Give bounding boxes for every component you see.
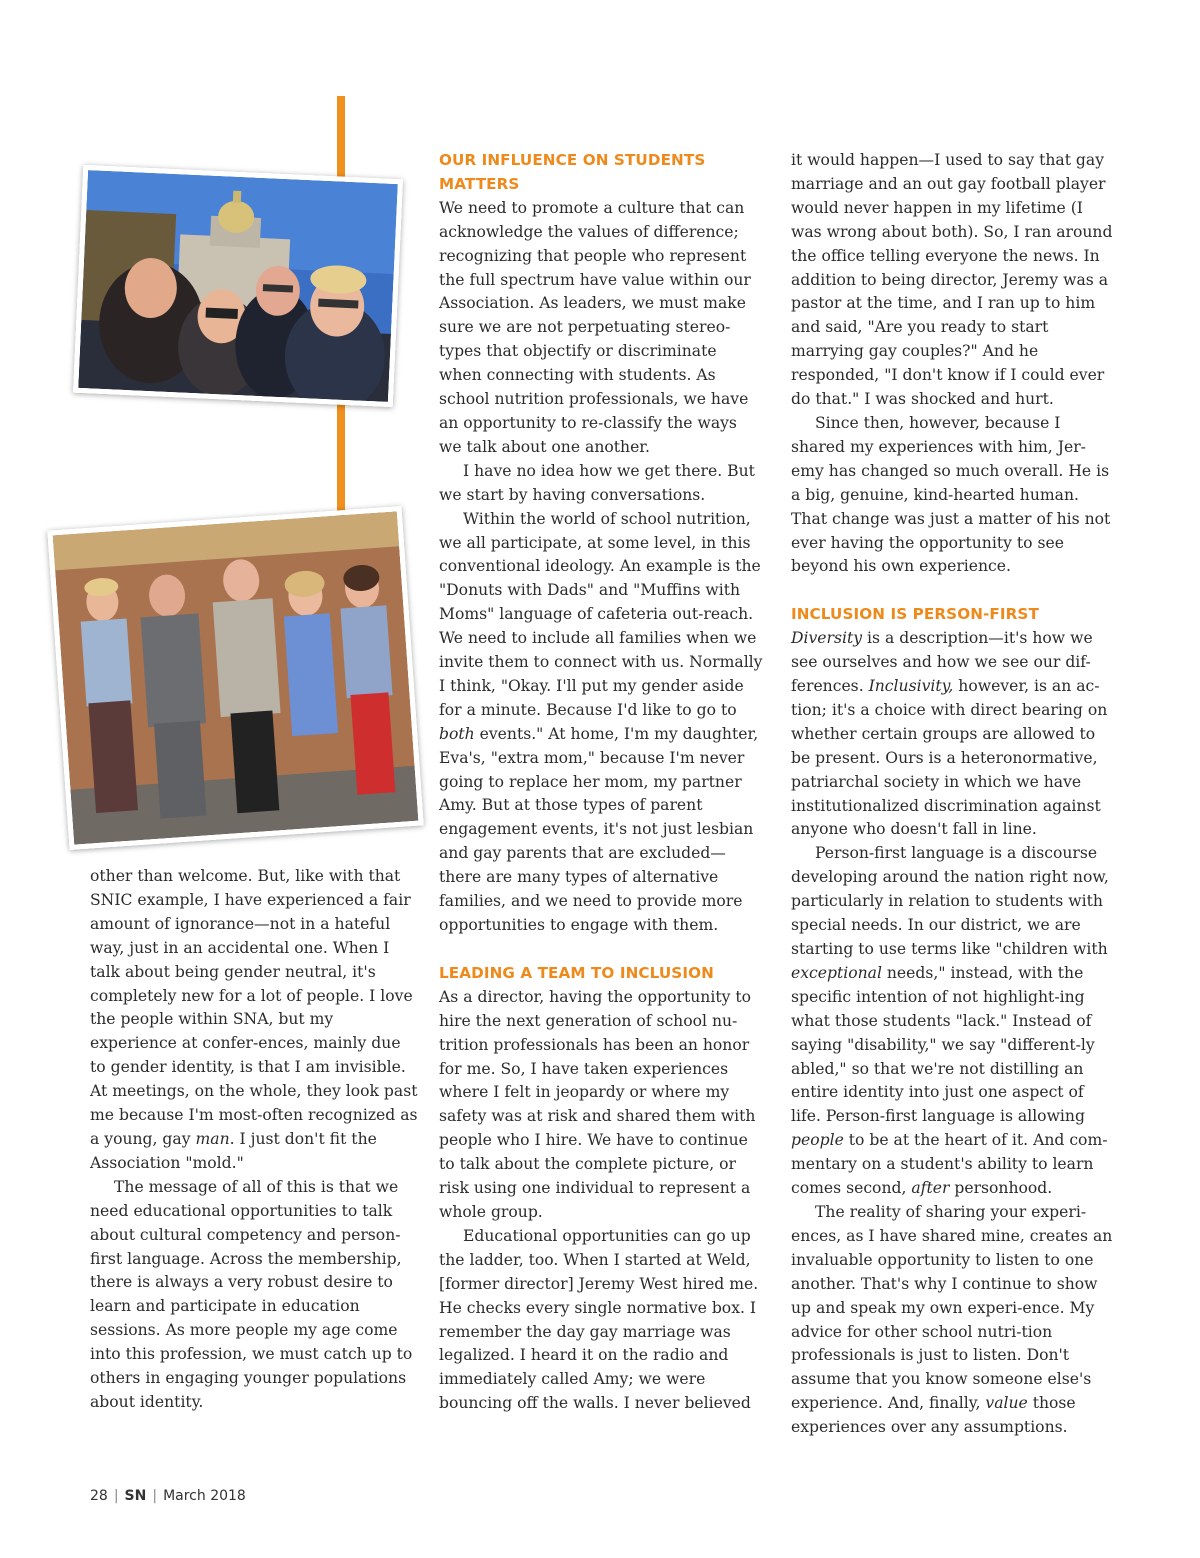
section-heading: INCLUSION IS PERSON-FIRST bbox=[791, 605, 1039, 624]
issue-date: March 2018 bbox=[163, 1488, 246, 1504]
column-1 bbox=[90, 865, 420, 1415]
paragraph: We need to promote a culture that can acknowledge the values of difference; recognizing that people who represent the full spectrum have value within our Association. As leaders, we must make sure we are not perpetuating stereo-types that objectify or discriminate when connecting with students. As school nutrition professionals, we have an opportunity to re-classify the ways we talk about one another. bbox=[439, 198, 751, 456]
page-number: 28 bbox=[90, 1488, 108, 1504]
magazine-name: SN bbox=[124, 1488, 147, 1504]
paragraph: other than welcome. But, like with that SNIC example, I have experienced a fair amount of ignorance—not in a hateful way, just in an accidental one. When I talk about being gender neutral, it's completely new for a lot of people. I love the people within SNA, but my experience at confer-ences, mainly due to gender identity, is that I am invisible. At meetings, on the whole, they look past me because I'm most-often recognized as a young, gay man. I just don't fit the Association "mold." bbox=[90, 867, 418, 1172]
column-3 bbox=[791, 149, 1116, 1440]
paragraph: Within the world of school nutrition, we all participate, at some level, in this conventional ideology. An example is the "Donuts with Dads" and "Muffins with Moms" language of cafeteria out-reach. We need to include all families when we invite them to connect with us. Normally I think, "Okay. I'll put my gender aside for a minute. Because I'd like to go to both events." At home, I'm my daughter, Eva's, "extra mom," because I'm never going to replace her mom, my partner Amy. But at those types of parent engagement events, it's not just lesbian and gay parents that are excluded—there are many types of alternative families, and we need to provide more opportunities to engage with them. bbox=[439, 509, 763, 934]
paragraph: The message of all of this is that we need educational opportunities to talk about cultural competency and person-first language. Across the membership, there is always a very robust desire to learn and participate in education sessions. As more people my age come into this profession, we must catch up to others in engaging younger populations about identity. bbox=[90, 1177, 413, 1411]
paragraph: Person-first language is a discourse developing around the nation right now, particularly in relation to students with special needs. In our district, we are starting to use terms like "children with exceptional needs," instead, with the specific intention of not highlight-ing what those students "lack." Instead of saying "disability," we say "different-ly abled," so that we're not distilling an entire identity into just one aspect of life. Person-first language is allowing people to be at the heart of it. And com-mentary on a student's ability to learn comes second, after personhood. bbox=[791, 844, 1109, 1198]
group-selfie-photo bbox=[73, 165, 403, 407]
paragraph: Educational opportunities can go up the ladder, too. When I started at Weld, [former director] Jeremy West hired me. He checks every single normative box. I remember the day gay marriage was legalized. I heard it on the radio and immediately called Amy; we were bouncing off the walls. I never believed bbox=[439, 1226, 759, 1413]
paragraph: The reality of sharing your experi-ences, as I have shared mine, creates an invaluable opportunity to listen to one another. That's why I continue to show up and speak my own experi-ence. My advice for other school nutri-tion professionals is just to listen. Don't assume that you know someone else's experience. And, finally, value those experiences over any assumptions. bbox=[791, 1202, 1113, 1437]
paragraph: Diversity is a description—it's how we see ourselves and how we see our dif-ferences. Inclusivity, however, is an ac-tion; it's a choice with direct bearing on whether certain groups are allowed to be present. Ours is a heteronormative, patriarchal society in which we have institutionalized discrimination against anyone who doesn't fall in line. bbox=[791, 629, 1108, 839]
column-2 bbox=[439, 149, 764, 1416]
group-standing-photo bbox=[47, 506, 423, 850]
paragraph: Since then, however, because I shared my experiences with him, Jer-emy has changed so much overall. He is a big, genuine, kind-hearted human. That change was just a matter of his not ever having the opportunity to see beyond his own experience. bbox=[791, 413, 1111, 576]
paragraph: it would happen—I used to say that gay marriage and an out gay football player would never happen in my lifetime (I was wrong about both). So, I ran around the office telling everyone the news. In addition to being director, Jeremy was a pastor at the time, and I ran up to him and said, "Are you ready to start marrying gay couples?" And he responded, "I don't know if I could ever do that." I was shocked and hurt. bbox=[791, 151, 1113, 409]
paragraph: I have no idea how we get there. But we start by having conversations. bbox=[439, 461, 755, 504]
section-heading: LEADING A TEAM TO INCLUSION bbox=[439, 963, 714, 982]
section-heading: OUR INFLUENCE ON STUDENTS MATTERS bbox=[439, 151, 706, 193]
paragraph: As a director, having the opportunity to hire the next generation of school nu-trition professionals has been an honor for me. So, I have taken experiences where I felt in jeopardy or where my safety was at risk and shared them with people who I hire. We have to continue to talk about the complete picture, or risk using one individual to represent a whole group. bbox=[439, 987, 756, 1221]
page-footer: 28 | SN | March 2018 bbox=[90, 1488, 246, 1504]
